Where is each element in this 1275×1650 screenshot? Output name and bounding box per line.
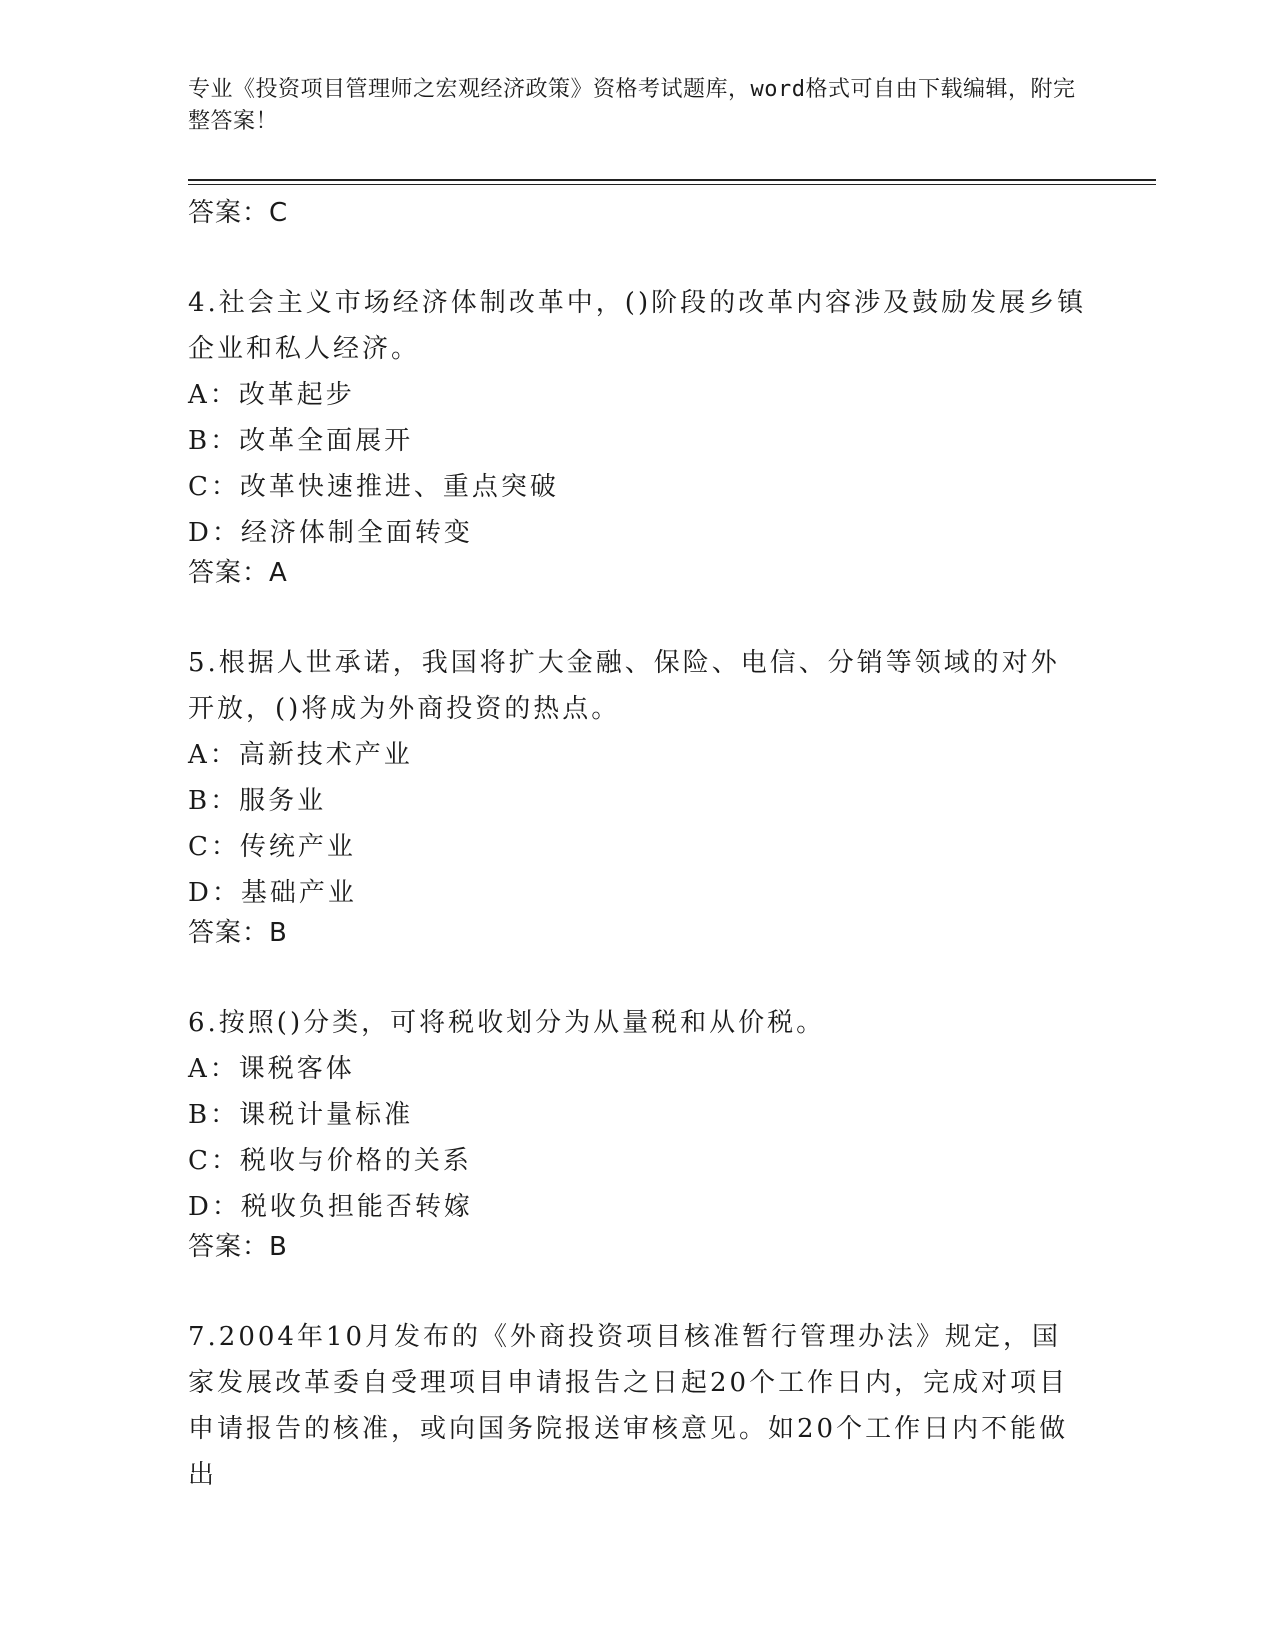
question-4: [188, 280, 1088, 590]
option-b: B：服务业: [188, 786, 327, 816]
question-text: 5.根据人世承诺，我国将扩大金融、保险、电信、分销等领域的对外开放，()将成为外商投资的热点。: [188, 648, 1060, 724]
option-a: A：改革起步: [188, 380, 355, 410]
option-b: B：课税计量标准: [188, 1100, 414, 1130]
option-a: A：高新技术产业: [188, 740, 413, 770]
question-text: 4.社会主义市场经济体制改革中，()阶段的改革内容涉及鼓励发展乡镇企业和私人经济。: [188, 288, 1087, 364]
question-text: 6.按照()分类，可将税收划分为从量税和从价税。: [188, 1008, 826, 1038]
question-text: 7.2004年10月发布的《外商投资项目核准暂行管理办法》规定，国家发展改革委自受理项目申请报告之日起20个工作日内，完成对项目申请报告的核准，或向国务院报送审核意见。如20个工作日内不能做出: [188, 1322, 1069, 1490]
header-rule-thin: [188, 184, 1156, 185]
option-a: A：课税客体: [188, 1054, 355, 1084]
header-rule-thick: [188, 179, 1156, 181]
option-c: C：改革快速推进、重点突破: [188, 472, 559, 502]
option-b: B：改革全面展开: [188, 426, 414, 456]
option-c: C：传统产业: [188, 832, 356, 862]
question-7: [188, 1314, 1088, 1498]
option-d: D：基础产业: [188, 878, 357, 908]
option-d: D：经济体制全面转变: [188, 518, 473, 548]
answer-line: 答案：B: [188, 918, 288, 948]
question-6: [188, 1000, 1088, 1264]
question-5: [188, 640, 1088, 950]
answer-line: 答案：B: [188, 1232, 288, 1262]
option-c: C：税收与价格的关系: [188, 1146, 472, 1176]
answer-line: 答案：A: [188, 558, 288, 588]
question-list: [188, 196, 1088, 1498]
document-header: 专业《投资项目管理师之宏观经济政策》资格考试题库，word格式可自由下载编辑，附完整答案！: [188, 77, 1076, 134]
answer-line: 答案：C: [188, 198, 289, 228]
option-d: D：税收负担能否转嫁: [188, 1192, 473, 1222]
